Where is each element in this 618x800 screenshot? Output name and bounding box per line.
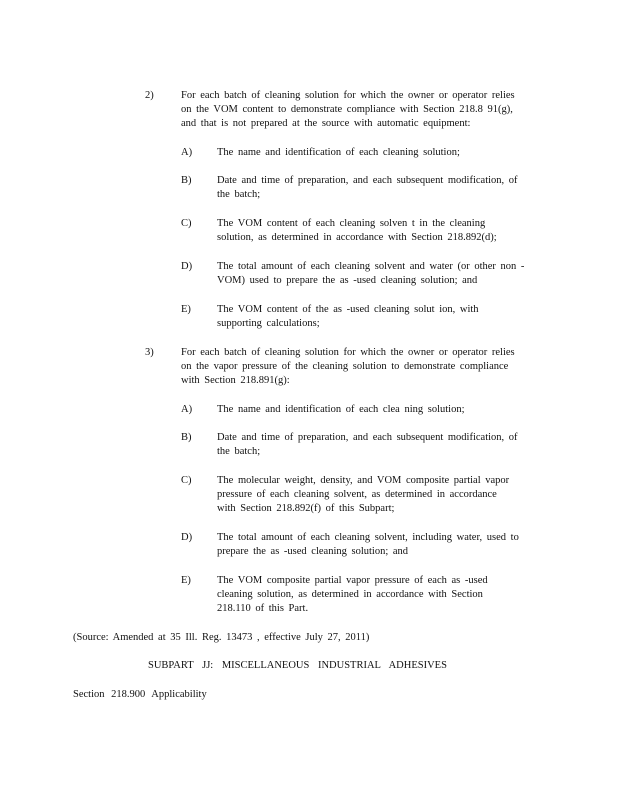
- subitem-text: [217, 217, 543, 245]
- text-line: with Section 218.891(g):: [181, 375, 290, 386]
- subitem-text: [217, 574, 543, 616]
- section-heading: [73, 688, 373, 702]
- subitem-letter: B): [181, 175, 192, 186]
- item-number: 3): [145, 347, 154, 358]
- item-text: [181, 346, 543, 388]
- subpart-heading: [148, 659, 548, 673]
- text-line: The VOM content of the as -used cleaning solut ion, with: [217, 304, 479, 315]
- text-line: Date and time of preparation, and each subsequent modification, of: [217, 432, 518, 443]
- subitem-text: [217, 474, 543, 516]
- text-line: on the vapor pressure of the cleaning solution to demonstrate compliance: [181, 361, 509, 372]
- subitem-text: [217, 403, 543, 417]
- text-line: The VOM composite partial vapor pressure of each as -used: [217, 575, 488, 586]
- subitem-letter: A): [181, 147, 193, 158]
- text-line: (Source: Amended at 35 Ill. Reg. 13473 , effective July 27, 2011): [73, 632, 370, 643]
- subitem-letter: B): [181, 432, 192, 443]
- item-text: [181, 89, 543, 131]
- subitem-letter: D): [181, 532, 193, 543]
- text-line: The name and identification of each cleaning solution;: [217, 147, 460, 158]
- source-note: [73, 631, 553, 645]
- text-line: The total amount of each cleaning solvent and water (or other non -: [217, 261, 525, 272]
- subitem-text: [217, 303, 543, 331]
- text-line: The total amount of each cleaning solvent, including water, used to: [217, 532, 519, 543]
- text-line: with Section 218.892(f) of this Subpart;: [217, 503, 395, 514]
- text-line: SUBPART JJ: MISCELLANEOUS INDUSTRIAL ADHESIVES: [148, 660, 447, 671]
- text-line: solution, as determined in accordance with Section 218.892(d);: [217, 232, 497, 243]
- subitem-letter: A): [181, 404, 193, 415]
- subitem-letter: E): [181, 304, 191, 315]
- text-line: the batch;: [217, 446, 261, 457]
- subitem-text: [217, 531, 543, 559]
- text-line: VOM) used to prepare the as -used cleaning solution; and: [217, 275, 478, 286]
- text-line: For each batch of cleaning solution for which the owner or operator relies: [181, 90, 515, 101]
- text-line: Date and time of preparation, and each subsequent modification, of: [217, 175, 518, 186]
- text-line: supporting calculations;: [217, 318, 320, 329]
- text-line: For each batch of cleaning solution for which the owner or operator relies: [181, 347, 515, 358]
- text-line: cleaning solution, as determined in accordance with Section: [217, 589, 483, 600]
- text-line: Section 218.900 Applicability: [73, 689, 207, 700]
- subitem-letter: E): [181, 575, 191, 586]
- text-line: on the VOM content to demonstrate compliance with Section 218.8 91(g),: [181, 104, 513, 115]
- text-line: prepare the as -used cleaning solution; and: [217, 546, 409, 557]
- text-line: The name and identification of each clea ning solution;: [217, 404, 465, 415]
- subitem-letter: C): [181, 218, 192, 229]
- text-line: 218.110 of this Part.: [217, 603, 309, 614]
- subitem-text: [217, 174, 543, 202]
- subitem-letter: C): [181, 475, 192, 486]
- subitem-text: [217, 146, 543, 160]
- text-line: The VOM content of each cleaning solven t in the cleaning: [217, 218, 486, 229]
- text-line: the batch;: [217, 189, 261, 200]
- item-number: 2): [145, 90, 154, 101]
- subitem-text: [217, 431, 543, 459]
- text-line: pressure of each cleaning solvent, as determined in accordance: [217, 489, 497, 500]
- subitem-text: [217, 260, 543, 288]
- text-line: The molecular weight, density, and VOM composite partial vapor: [217, 475, 510, 486]
- text-line: and that is not prepared at the source with automatic equipment:: [181, 118, 471, 129]
- subitem-letter: D): [181, 261, 193, 272]
